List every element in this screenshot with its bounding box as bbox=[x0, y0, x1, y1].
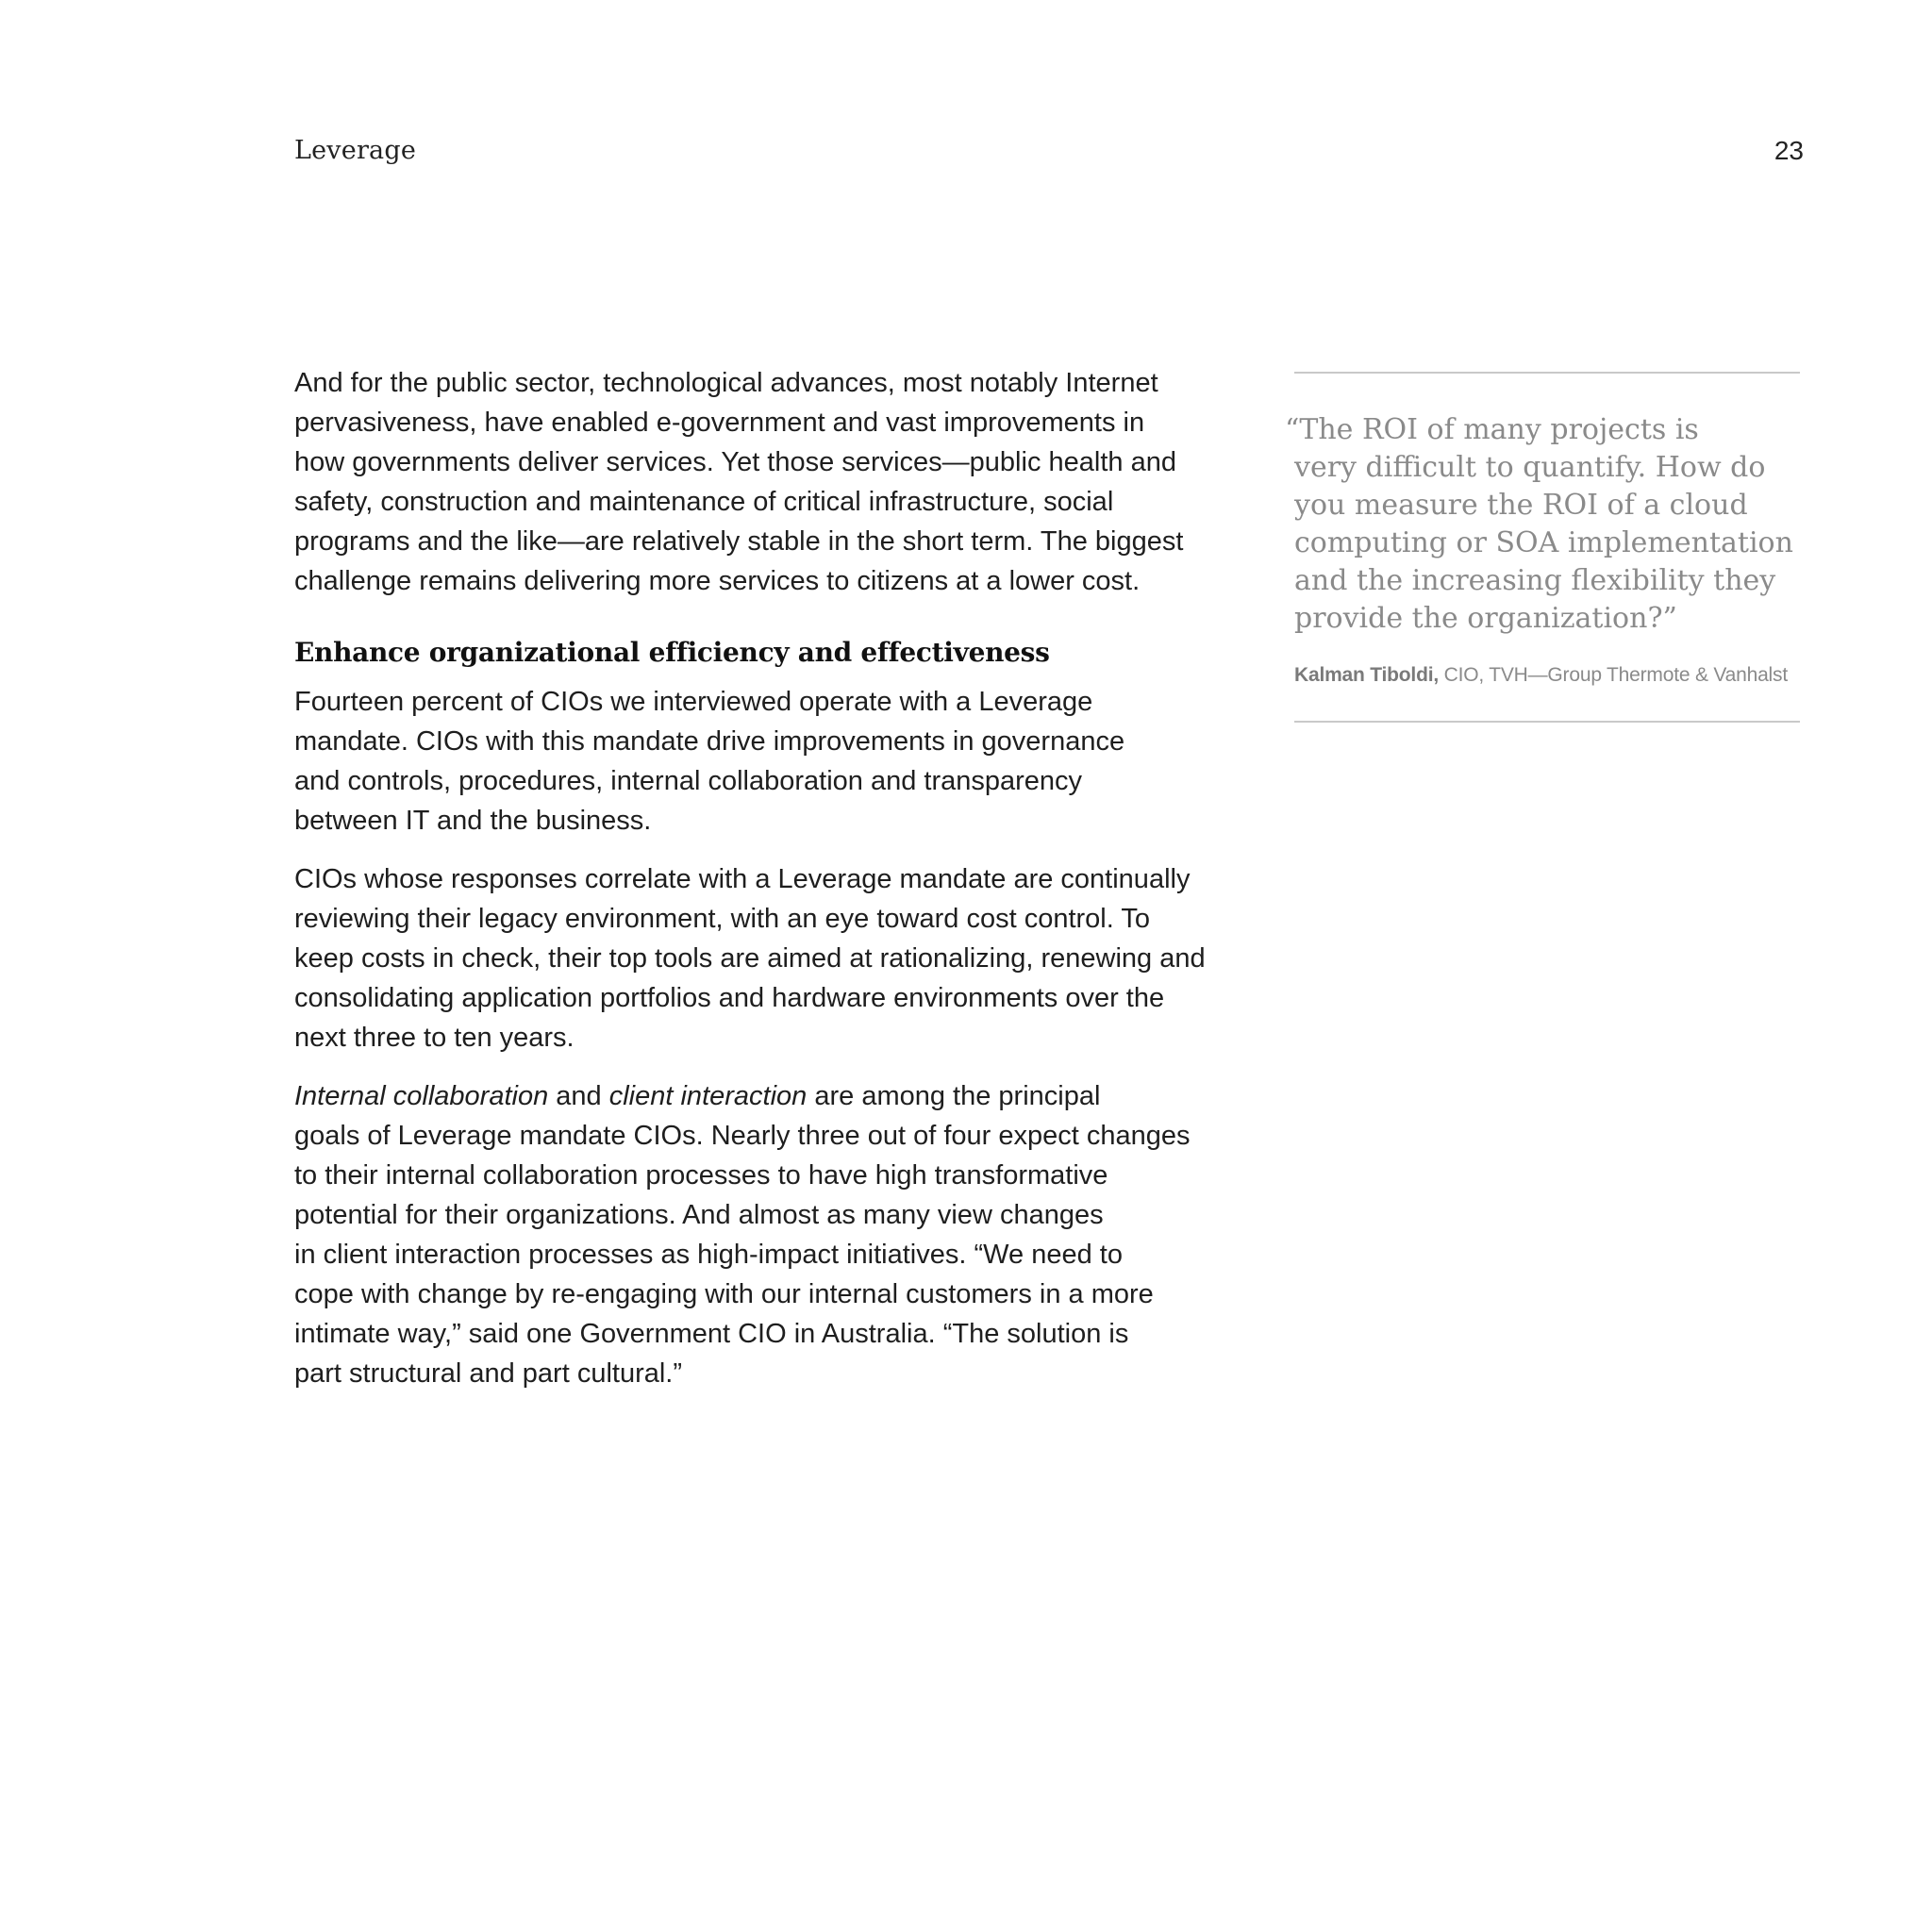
pull-quote bbox=[1285, 411, 1800, 638]
paragraph-legacy-environment bbox=[294, 859, 1219, 1058]
text-line: in client interaction processes as high-impact initiatives. “We need to bbox=[294, 1240, 1123, 1270]
inline-text: and bbox=[548, 1081, 609, 1111]
text-line bbox=[294, 1076, 1219, 1116]
running-header: Leverage bbox=[294, 136, 417, 165]
text-line: and controls, procedures, internal collaboration and transparency bbox=[294, 766, 1083, 796]
quote-line: and the increasing flexibility they bbox=[1294, 564, 1776, 597]
text-line: And for the public sector, technological advances, most notably Internet bbox=[294, 368, 1158, 398]
quote-line: “The ROI of many projects is bbox=[1285, 413, 1699, 446]
text-line: challenge remains delivering more services to citizens at a lower cost. bbox=[294, 566, 1141, 596]
paragraph-leverage-mandate bbox=[294, 682, 1219, 841]
text-line: programs and the like—are relatively stable in the short term. The biggest bbox=[294, 526, 1184, 557]
italic-term: Internal collaboration bbox=[294, 1081, 549, 1111]
text-line: safety, construction and maintenance of critical infrastructure, social bbox=[294, 487, 1114, 517]
attribution-role: CIO, TVH—Group Thermote & Vanhalst bbox=[1438, 664, 1788, 686]
page-number: 23 bbox=[1774, 136, 1804, 165]
paragraph-collaboration bbox=[294, 1076, 1219, 1393]
text-line: Fourteen percent of CIOs we interviewed operate with a Leverage bbox=[294, 687, 1093, 717]
text-line: intimate way,” said one Government CIO in Australia. “The solution is bbox=[294, 1319, 1129, 1349]
quote-attribution bbox=[1294, 662, 1800, 689]
top-divider bbox=[1294, 372, 1800, 374]
bottom-divider bbox=[1294, 721, 1800, 723]
pull-quote-sidebar bbox=[1285, 372, 1800, 723]
text-line: part structural and part cultural.” bbox=[294, 1358, 683, 1389]
text-line: how governments deliver services. Yet those services—public health and bbox=[294, 447, 1176, 477]
text-line: consolidating application portfolios and hardware environments over the bbox=[294, 983, 1165, 1013]
text-line: potential for their organizations. And almost as many view changes bbox=[294, 1200, 1104, 1230]
text-line: cope with change by re-engaging with our internal customers in a more bbox=[294, 1279, 1154, 1309]
quote-line: computing or SOA implementation bbox=[1294, 526, 1793, 559]
attribution-name: Kalman Tiboldi, bbox=[1294, 664, 1439, 686]
inline-text: are among the principal bbox=[807, 1081, 1101, 1111]
text-line: reviewing their legacy environment, with an eye toward cost control. To bbox=[294, 904, 1150, 934]
text-line: goals of Leverage mandate CIOs. Nearly three out of four expect changes bbox=[294, 1121, 1191, 1151]
text-line: keep costs in check, their top tools are aimed at rationalizing, renewing and bbox=[294, 943, 1206, 974]
text-line: next three to ten years. bbox=[294, 1023, 575, 1053]
italic-term: client interaction bbox=[608, 1081, 808, 1111]
intro-paragraph bbox=[294, 363, 1219, 601]
text-line: between IT and the business. bbox=[294, 806, 652, 836]
text-line: pervasiveness, have enabled e-government and vast improvements in bbox=[294, 408, 1145, 438]
text-line: mandate. CIOs with this mandate drive improvements in governance bbox=[294, 726, 1125, 757]
quote-line: you measure the ROI of a cloud bbox=[1294, 489, 1748, 522]
quote-line: very difficult to quantify. How do bbox=[1294, 451, 1766, 484]
text-line: CIOs whose responses correlate with a Leverage mandate are continually bbox=[294, 864, 1191, 894]
quote-line: provide the organization?” bbox=[1294, 602, 1677, 635]
text-line: to their internal collaboration processes to have high transformative bbox=[294, 1160, 1108, 1191]
main-column bbox=[294, 363, 1219, 1393]
section-heading: Enhance organizational efficiency and effectiveness bbox=[294, 637, 1050, 668]
